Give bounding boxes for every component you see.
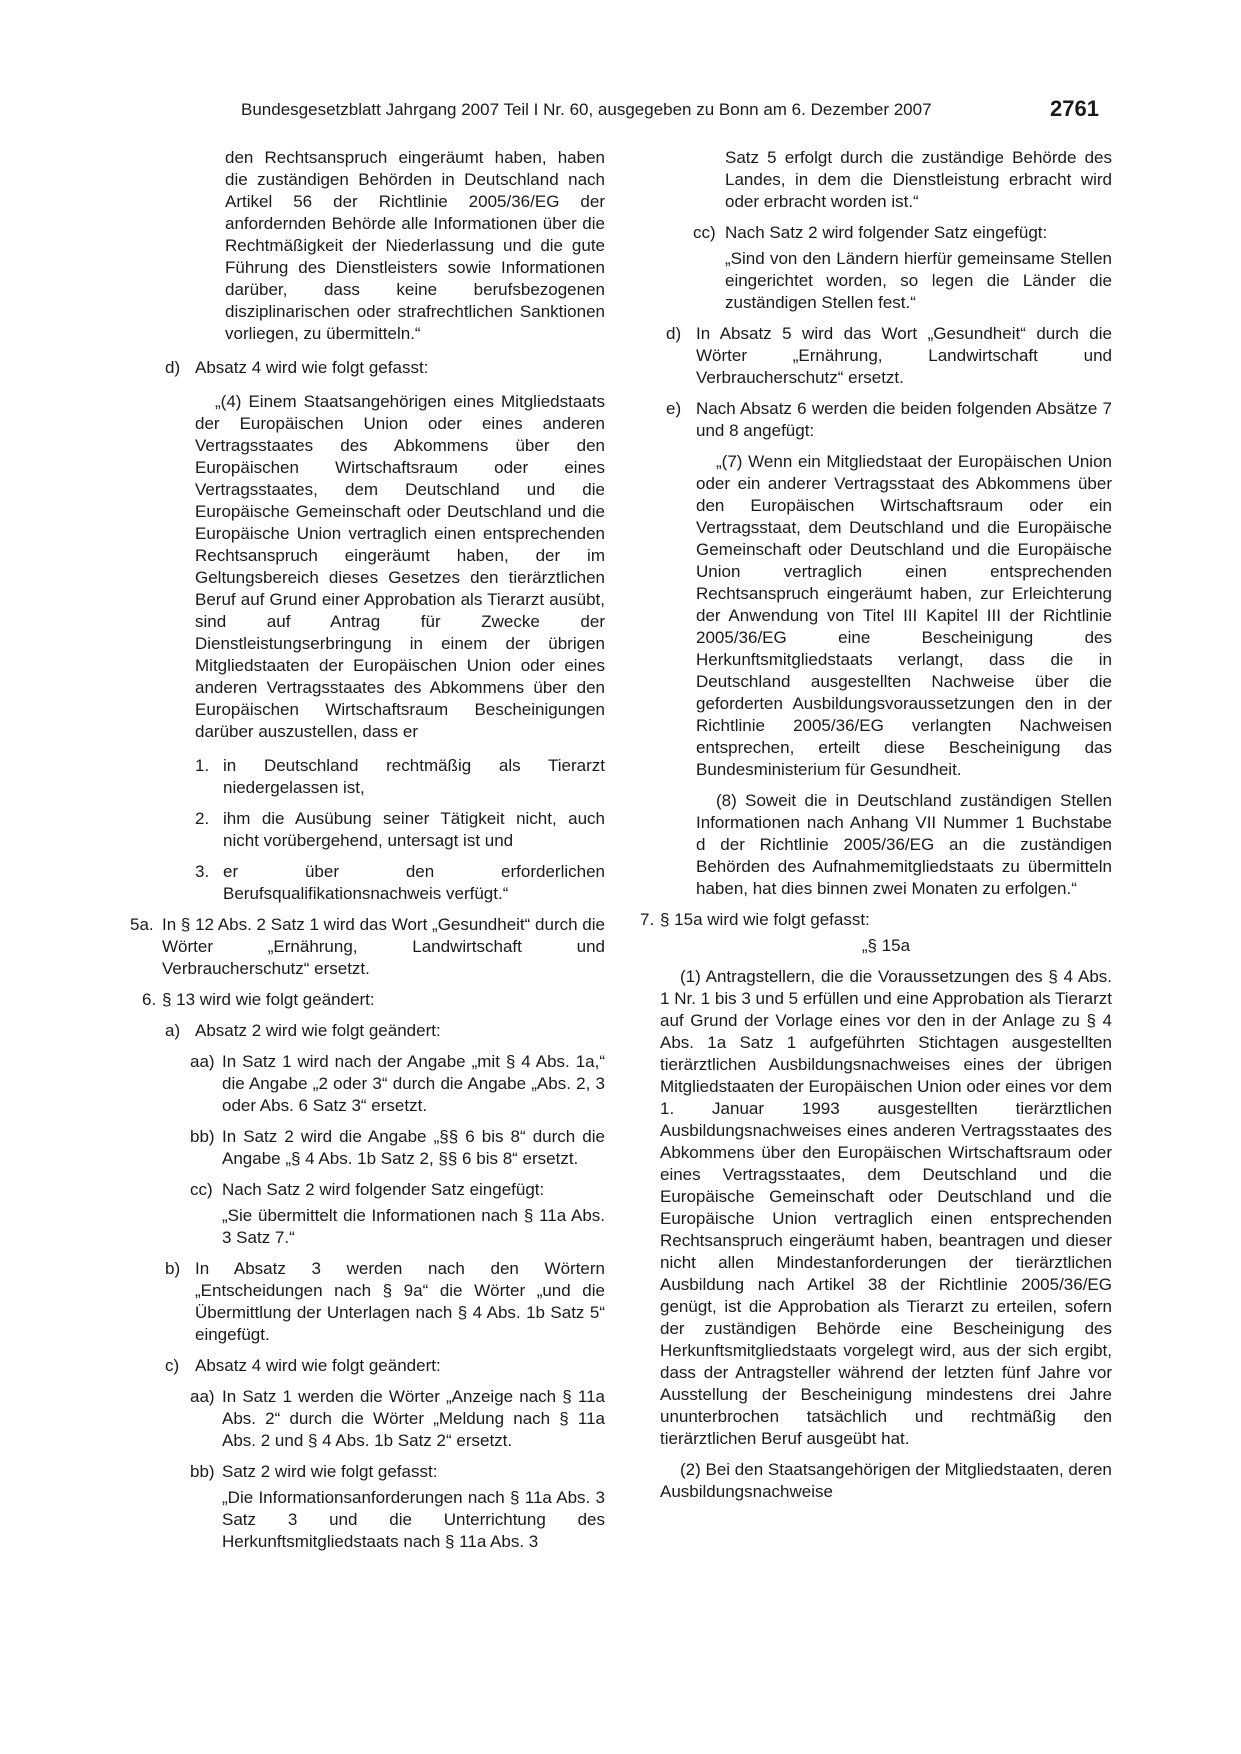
numbered-item-1 [195, 755, 605, 799]
list-item-c [165, 1355, 605, 1377]
section-paragraph-1: (1) Antragstellern, die die Voraussetzungen des § 4 Abs. 1 Nr. 1 bis 3 und 5 erfüllen und eine Approbation als Tierarzt auf Grund der Vorlage eines vor den in der Anlage zu § 4 Abs. 1a Satz 1 aufgeführten Stichtagen ausgestellten tierärztlichen Ausbildungsnachweises eines der übrigen Mitgliedstaaten der Europäischen Union oder eines vor dem 1. Januar 1993 ausgestellten tierärztlichen Ausbildungsnachweises eines anderen Vertragsstaates des Abkommens über den Europäischen Wirtschaftsraum oder eines Vertragsstaates, dem Deutschland und die Europäische Gemeinschaft oder Deutschland und die Europäische Union vertraglich einen entsprechenden Rechtsanspruch eingeräumt haben, beantragen und dieser nicht allen Mindestanforderungen der tierärztlichen Ausbildung nach Artikel 38 der Richtlinie 2005/36/EG genügt, ist die Approbation als Tierarzt zu erteilen, sofern der zuständigen Behörde eine Bescheinigung des Herkunftsmitgliedstaats vorgelegt wird, aus der sich ergibt, dass der Antragsteller während der letzten fünf Jahre vor Ausstellung der Bescheinigung mindestens drei Jahre ununterbrochen tatsächlich und rechtmäßig den tierärztlichen Beruf ausgeübt hat. [660, 967, 1112, 1448]
continued-paragraph: den Rechtsanspruch eingeräumt haben, haben die zuständigen Behörden in Deutschland nach Artikel 56 der Richtlinie 2005/36/EG der anfordernden Behörde alle Informationen über die Rechtmäßigkeit der Niederlassung und die gute Führung des Dienstleisters sowie Informationen darüber, dass keine berufsbezogenen disziplinarischen oder strafrechtlichen Sanktionen vorliegen, zu übermitteln.“ [225, 148, 605, 343]
item-label: bb) [190, 1127, 215, 1146]
list-item-d [165, 357, 605, 379]
list-item-e [666, 398, 1112, 442]
item-text: § 15a wird wie folgt gefasst: [660, 910, 870, 929]
item-text: In Absatz 5 wird das Wort „Gesundheit“ durch die Wörter „Ernährung, Landwirtschaft und Verbraucherschutz“ ersetzt. [696, 324, 1112, 387]
item-label: d) [165, 358, 181, 377]
page-number: 2761 [1050, 96, 1099, 121]
item-label: cc) [190, 1180, 213, 1199]
item-text: § 13 wird wie folgt geändert: [162, 990, 375, 1009]
quoted-sentence: „Die Informationsanforderungen nach § 11a Abs. 3 Satz 3 und die Unterrichtung des Herkunftsmitgliedstaats nach § 11a Abs. 3 [222, 1488, 605, 1551]
item-text: In Absatz 3 werden nach den Wörtern „Entscheidungen nach § 9a“ die Wörter „und die Übermittlung der Unterlagen nach § 4 Abs. 1b Satz 5“ eingefügt. [195, 1259, 605, 1344]
item-text: In Satz 1 werden die Wörter „Anzeige nach § 11a Abs. 2“ durch die Wörter „Meldung nach § 11a Abs. 2 und § 4 Abs. 1b Satz 2“ ersetzt. [222, 1387, 605, 1450]
list-item-a-cc [190, 1179, 605, 1201]
list-item-a-bb [190, 1126, 605, 1170]
section-paragraph-2: (2) Bei den Staatsangehörigen der Mitgliedstaaten, deren Ausbildungsnachweise [660, 1460, 1112, 1501]
item-text: In Satz 1 wird nach der Angabe „mit § 4 Abs. 1a,“ die Angabe „2 oder 3“ durch die Angabe „Abs. 2, 3 oder Abs. 6 Satz 3“ ersetzt. [222, 1052, 605, 1115]
list-item-5a [130, 914, 605, 980]
list-item-c-bb [190, 1461, 605, 1483]
list-item-6 [142, 989, 605, 1011]
item-text: Satz 2 wird wie folgt gefasst: [222, 1462, 438, 1481]
item-text: er über den erforderlichen Berufsqualifikationsnachweis verfügt.“ [223, 862, 605, 903]
right-column [640, 147, 1112, 1512]
item-label: b) [165, 1259, 181, 1278]
quoted-paragraph-abs8: (8) Soweit die in Deutschland zuständigen Stellen Informationen nach Anhang VII Nummer 1 Buchstabe d der Richtlinie 2005/36/EG an die zuständigen Behörden des Aufnahmemitgliedstaats zu übermitteln haben, hat dies binnen zwei Monaten zu erfolgen.“ [696, 791, 1112, 898]
item-label: a) [165, 1021, 181, 1040]
list-item-b [165, 1258, 605, 1346]
item-text: Nach Satz 2 wird folgender Satz eingefügt: [222, 1180, 545, 1199]
item-label: cc) [693, 223, 716, 242]
item-label: d) [666, 324, 682, 343]
item-label: aa) [190, 1052, 215, 1071]
item-number: 3. [195, 862, 210, 881]
section-heading: „§ 15a [861, 936, 911, 955]
numbered-item-2 [195, 808, 605, 852]
quoted-paragraph-abs7: „(7) Wenn ein Mitgliedstaat der Europäischen Union oder ein anderer Vertragsstaat des Abkommens über den Europäischen Wirtschaftsraum oder ein Vertragsstaat, dem Deutschland und die Europäische Gemeinschaft oder Deutschland und die Europäische Union vertraglich einen entsprechenden Rechtsanspruch eingeräumt haben, zur Erleichterung der Anwendung von Titel III Kapitel III der Richtlinie 2005/36/EG eine Bescheinigung des Herkunftsmitgliedstaats verlangt, dass die in Deutschland ausgestellten Nachweise über die geforderten Ausbildungsvoraussetzungen den in der Richtlinie 2005/36/EG verlangten Nachweisen entsprechen, erteilt diese Bescheinigung das Bundesministerium für Gesundheit. [696, 452, 1112, 779]
item-label: 5a. [130, 915, 154, 934]
list-item-a [165, 1020, 605, 1042]
quoted-sentence: „Sie übermittelt die Informationen nach § 11a Abs. 3 Satz 7.“ [222, 1206, 605, 1247]
numbered-item-3 [195, 861, 605, 905]
item-label: aa) [190, 1387, 215, 1406]
running-header [0, 96, 1241, 126]
item-number: 1. [195, 756, 210, 775]
item-text: Absatz 4 wird wie folgt geändert: [195, 1356, 441, 1375]
item-label: e) [666, 399, 682, 418]
quoted-sentence: „Sind von den Ländern hierfür gemeinsame Stellen eingerichtet worden, so legen die Länder die zuständigen Stellen fest.“ [725, 249, 1112, 312]
list-item-a-aa [190, 1051, 605, 1117]
item-text: In § 12 Abs. 2 Satz 1 wird das Wort „Gesundheit“ durch die Wörter „Ernährung, Landwirtschaft und Verbraucherschutz“ ersetzt. [162, 915, 605, 978]
item-text: Absatz 4 wird wie folgt gefasst: [195, 358, 429, 377]
item-text: In Satz 2 wird die Angabe „§§ 6 bis 8“ durch die Angabe „§ 4 Abs. 1b Satz 2, §§ 6 bis 8“ ersetzt. [222, 1127, 605, 1168]
item-text: in Deutschland rechtmäßig als Tierarzt niedergelassen ist, [223, 756, 605, 797]
list-item-c-aa [190, 1386, 605, 1452]
item-label: bb) [190, 1462, 215, 1481]
item-text: Nach Absatz 6 werden die beiden folgenden Absätze 7 und 8 angefügt: [696, 399, 1112, 440]
item-label: 6. [142, 990, 157, 1009]
item-text: Absatz 2 wird wie folgt geändert: [195, 1021, 441, 1040]
running-title: Bundesgesetzblatt Jahrgang 2007 Teil I Nr. 60, ausgegeben zu Bonn am 6. Dezember 2007 [241, 100, 932, 119]
item-label: 7. [640, 910, 655, 929]
list-item-7 [640, 909, 1112, 931]
left-column [130, 147, 605, 1562]
item-text: ihm die Ausübung seiner Tätigkeit nicht, auch nicht vorübergehend, untersagt ist und [223, 809, 605, 850]
item-text: Nach Satz 2 wird folgender Satz eingefügt: [725, 223, 1048, 242]
quoted-paragraph-abs4: „(4) Einem Staatsangehörigen eines Mitgliedstaats der Europäischen Union oder eines anderen Vertragsstaates des Abkommens über den Europäischen Wirtschaftsraum oder eines Vertragsstaates, dem Deutschland und die Europäische Gemeinschaft oder Deutschland und die Europäische Union vertraglich einen entsprechenden Rechtsanspruch eingeräumt haben, der im Geltungsbereich dieses Gesetzes den tierärztlichen Beruf auf Grund einer Approbation als Tierarzt ausübt, sind auf Antrag für Zwecke der Dienstleistungserbringung in einem der übrigen Mitgliedstaaten der Europäischen Union oder eines anderen Vertragsstaates des Abkommens über den Europäischen Wirtschaftsraum Bescheinigungen darüber auszustellen, dass er [195, 392, 605, 741]
item-number: 2. [195, 809, 210, 828]
list-item-d [666, 323, 1112, 389]
list-item-cc [693, 222, 1112, 244]
item-label: c) [165, 1356, 180, 1375]
continued-paragraph: Satz 5 erfolgt durch die zuständige Behörde des Landes, in dem die Dienstleistung erbracht wird oder erbracht worden ist.“ [725, 148, 1112, 211]
